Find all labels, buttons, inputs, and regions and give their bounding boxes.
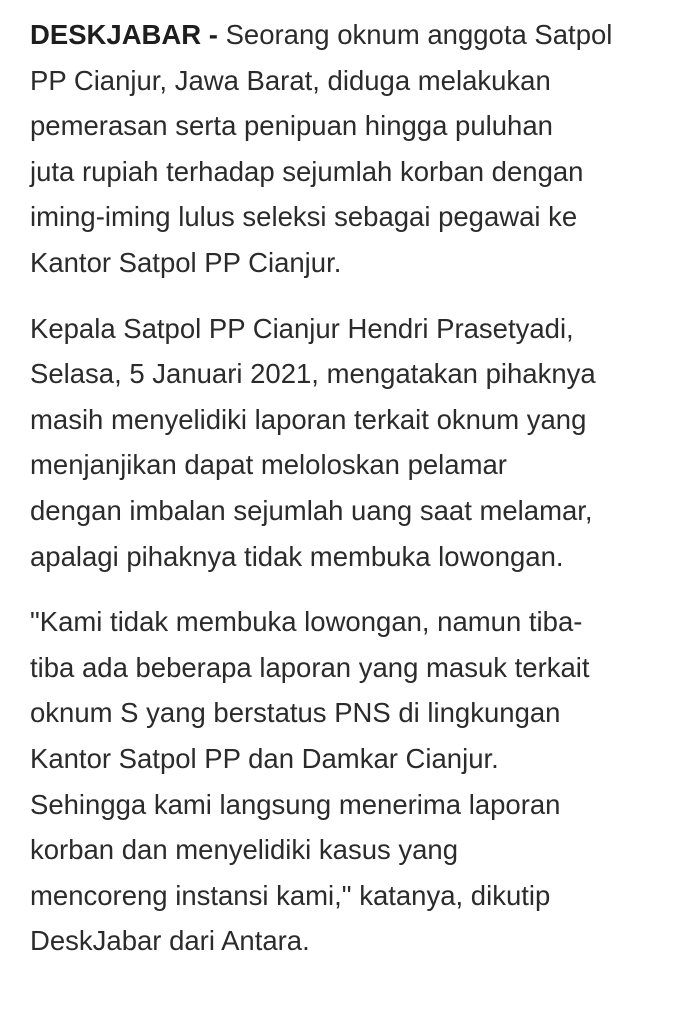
text-line: Selasa, 5 Januari 2021, mengatakan pihaknya: [30, 358, 596, 390]
text-line: Kantor Satpol PP Cianjur.: [30, 246, 342, 278]
text-line: pemerasan serta penipuan hingga puluhan: [30, 110, 553, 142]
text-line: juta rupiah terhadap sejumlah korban dengan: [30, 155, 584, 187]
paragraph-1: [30, 12, 682, 286]
text-line: dengan imbalan sejumlah uang saat melamar,: [30, 494, 593, 526]
text-line: [30, 12, 682, 58]
text-line-content: Seorang oknum anggota Satpol: [217, 19, 613, 50]
text-line: "Kami tidak membuka lowongan, namun tiba-: [30, 606, 583, 638]
text-line: oknum S yang berstatus PNS di lingkungan: [30, 697, 561, 729]
text-line: Kepala Satpol PP Cianjur Hendri Prasetyadi,: [30, 312, 574, 344]
dateline: DESKJABAR -: [30, 19, 218, 50]
text-line: masih menyelidiki laporan terkait oknum yang: [30, 403, 587, 435]
text-line: korban dan menyelidiki kasus yang: [30, 834, 459, 866]
article-body: [30, 12, 682, 984]
text-line: menjanjikan dapat meloloskan pelamar: [30, 449, 507, 481]
text-line: mencoreng instansi kami," katanya, dikutip: [30, 879, 551, 911]
text-line: iming-iming lulus seleksi sebagai pegawai ke: [30, 201, 578, 233]
text-line: Sehingga kami langsung menerima laporan: [30, 788, 561, 820]
text-line: DeskJabar dari Antara.: [30, 925, 310, 957]
text-line: Kantor Satpol PP dan Damkar Cianjur.: [30, 742, 499, 774]
text-line: PP Cianjur, Jawa Barat, diduga melakukan: [30, 64, 551, 96]
text-line: tiba ada beberapa laporan yang masuk terkait: [30, 651, 590, 683]
paragraph-2: [30, 306, 682, 580]
text-line: apalagi pihaknya tidak membuka lowongan.: [30, 540, 564, 572]
paragraph-3: [30, 599, 682, 964]
